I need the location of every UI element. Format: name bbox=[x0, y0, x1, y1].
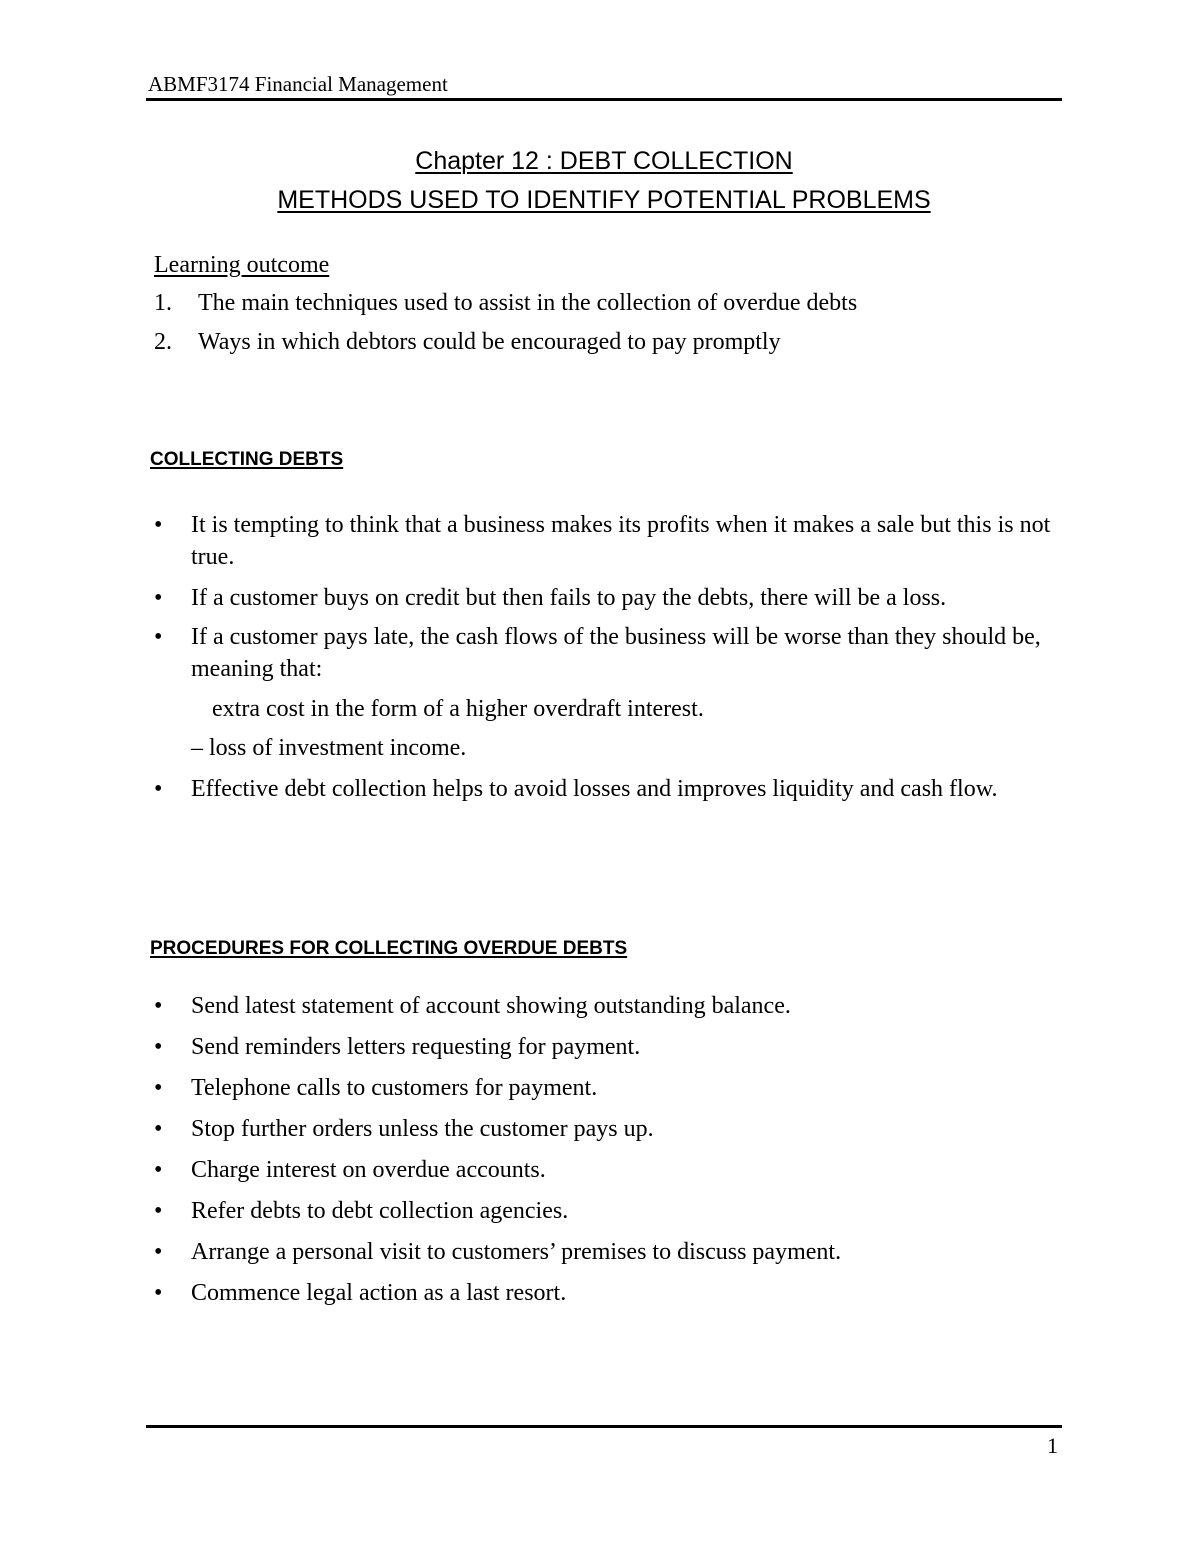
sub-point: – loss of investment income. bbox=[191, 735, 467, 761]
bullet-text: Effective debt collection helps to avoid losses and improves liquidity and cash flow. bbox=[191, 776, 998, 802]
bullet-text: Commence legal action as a last resort. bbox=[191, 1280, 567, 1306]
procedures-heading: PROCEDURES FOR COLLECTING OVERDUE DEBTS bbox=[150, 938, 628, 959]
learning-outcome-heading: Learning outcome bbox=[154, 252, 330, 278]
sub-point: extra cost in the form of a higher overdraft interest. bbox=[212, 696, 704, 722]
list-text: Ways in which debtors could be encouraged to pay promptly bbox=[198, 329, 781, 355]
bullet-icon: • bbox=[154, 1239, 163, 1265]
bullet-text: Charge interest on overdue accounts. bbox=[191, 1157, 546, 1183]
bullet-icon: • bbox=[154, 585, 163, 611]
header-divider bbox=[146, 98, 1062, 101]
bullet-text: If a customer buys on credit but then fails to pay the debts, there will be a loss. bbox=[191, 585, 947, 611]
bullet-icon: • bbox=[154, 1034, 163, 1060]
collecting-debts-heading: COLLECTING DEBTS bbox=[150, 449, 344, 470]
course-header: ABMF3174 Financial Management bbox=[148, 72, 448, 96]
bullet-text: Send reminders letters requesting for payment. bbox=[191, 1034, 641, 1060]
bullet-text: Send latest statement of account showing outstanding balance. bbox=[191, 993, 791, 1019]
bullet-icon: • bbox=[154, 1280, 163, 1306]
bullet-text: If a customer pays late, the cash flows of the business will be worse than they should be, meaning that: bbox=[191, 624, 1041, 682]
bullet-text: It is tempting to think that a business makes its profits when it makes a sale but this is not true. bbox=[191, 512, 1051, 570]
list-text: The main techniques used to assist in the collection of overdue debts bbox=[198, 290, 858, 316]
bullet-icon: • bbox=[154, 1075, 163, 1101]
bullet-icon: • bbox=[154, 993, 163, 1019]
chapter-subtitle: METHODS USED TO IDENTIFY POTENTIAL PROBLEMS bbox=[277, 186, 931, 214]
bullet-icon: • bbox=[154, 1157, 163, 1183]
footer-divider bbox=[146, 1425, 1062, 1428]
bullet-icon: • bbox=[154, 624, 163, 650]
bullet-icon: • bbox=[154, 776, 163, 802]
bullet-text: Stop further orders unless the customer pays up. bbox=[191, 1116, 654, 1142]
chapter-title: Chapter 12 : DEBT COLLECTION bbox=[415, 147, 793, 175]
bullet-icon: • bbox=[154, 1116, 163, 1142]
bullet-text: Refer debts to debt collection agencies. bbox=[191, 1198, 569, 1224]
list-number: 1. bbox=[154, 290, 172, 316]
bullet-icon: • bbox=[154, 1198, 163, 1224]
list-number: 2. bbox=[154, 329, 172, 355]
bullet-icon: • bbox=[154, 512, 163, 538]
bullet-text: Telephone calls to customers for payment. bbox=[191, 1075, 598, 1101]
page-number: 1 bbox=[1047, 1433, 1058, 1458]
bullet-text: Arrange a personal visit to customers’ premises to discuss payment. bbox=[191, 1239, 842, 1265]
